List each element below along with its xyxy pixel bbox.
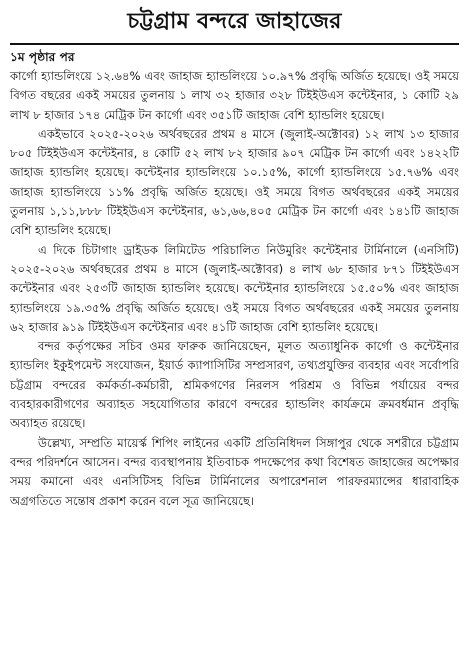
paragraph-first-four-months: একইভাবে ২০২৫-২০২৬ অর্থবছরের প্রথম ৪ মাসে (জুলাই-অক্টোবর) ১২ লাখ ১৩ হাজার ৮০৫ টিইইউএস কন্টেইনার, ৪ কোটি ৫২ লাখ ৮২ হাজার ৯০৭ মেট্রিক টন কার্গো এবং ১৪২২টি জাহাজ হ্যান্ডলিং হয়েছে। কন্টেইনার হ্যান্ডলিংয়ে ১০.১৫%, কার্গো হ্যান্ডলিংয়ে ১৫.৭৬% এবং জাহাজ হ্যান্ডলিংয়ে ১১% প্রবৃদ্ধি অর্জিত হয়েছে। ওই সময়ে বিগত অর্থবছরের একই সময়ের তুলনায় ১,১১,৮৮৮ টিইইউএস কন্টেইনার, ৬১,৬৬,৪০৫ মেট্রিক টন কার্গো এবং ১৪১টি জাহাজ বেশি হ্যান্ডলিং হয়েছে। <box>10 126 459 238</box>
paragraph-nct-terminal: এ দিকে চিটাগাং ড্রাইডক লিমিটেড পরিচালিত নিউমুরিং কন্টেইনার টার্মিনালে (এনসিটি) ২০২৫-২০২৬ অর্থবছরের প্রথম ৪ মাসে (জুলাই-অক্টোবর) ৪ লাখ ৬৮ হাজার ৮৭১ টিইইউএস কন্টেইনার এবং ২৫৩টি জাহাজ হ্যান্ডলিং হয়েছে। কন্টেইনার হ্যান্ডলিংয়ে ১৫.৫০% এবং জাহাজ হ্যান্ডলিংয়ে ১৯.৩৫% প্রবৃদ্ধি অর্জিত হয়েছে। ওই সময়ে বিগত অর্থবছরের একই সময়ের তুলনায় ৬২ হাজার ৯১৯ টিইইউএস কন্টেইনার এবং ৪১টি জাহাজ বেশি হ্যান্ডলিং হয়েছে। <box>10 242 459 334</box>
paragraph-secretary-statement: বন্দর কর্তৃপক্ষের সচিব ওমর ফারুক জানিয়েছেন, মূলত অত্যাধুনিক কার্গো ও কন্টেইনার হ্যান্ডলিং ইকুইপমেন্ট সংযোজন, ইয়ার্ড ক্যাপাসিটির সম্প্রসারণ, তথ্যপ্রযুক্তির ব্যবহার এবং সর্বোপরি চট্টগ্রাম বন্দরের কর্মকর্তা-কর্মচারী, শ্রমিকগণের নিরলস পরিশ্রম ও বিভিন্ন পর্যায়ের বন্দর ব্যবহারকারীগণের অব্যাহত সহযোগিতার কারণে বন্দরের হ্যান্ডলিং কার্যক্রমে ক্রমবর্ধমান প্রবৃদ্ধি অব্যাহত রয়েছে। <box>10 339 459 431</box>
headline: চট্টগ্রাম বন্দরে জাহাজের <box>10 4 459 45</box>
article-body <box>10 67 459 511</box>
paragraph-cargo-growth: কার্গো হ্যান্ডলিংয়ে ১২.৬৪% এবং জাহাজ হ্যান্ডলিংয়ে ১০.৯৭% প্রবৃদ্ধি অর্জিত হয়েছে। ওই সময়ে বিগত বছরের একই সময়ের তুলনায় ১ লাখ ৩২ হাজার ৩২৮ টিইইউএস কন্টেইনার, ১ কোটি ২৯ লাখ ৮ হাজার ১৭৪ মেট্রিক টন কার্গো এবং ৩৫১টি জাহাজ বেশি হ্যান্ডলিং হয়েছে। <box>10 69 459 122</box>
continued-from-page-label: ১ম পৃষ্ঠার পর <box>10 50 75 64</box>
paragraph-maersk-visit: উল্লেখ্য, সম্প্রতি মায়ের্স্ক শিপিং লাইনের একটি প্রতিনিধিদল সিঙ্গাপুর থেকে সশরীরে চট্টগ্রাম বন্দর পরিদর্শনে আসেন। বন্দর ব্যবস্থাপনায় ইতিবাচক পদক্ষেপের কথা বিশেষত জাহাজের অপেক্ষার সময় কমানো এবং এনসিটিসহ বিভিন্ন টার্মিনালের অপারেশনাল পারফরম্যান্সের ধারাবাহিক অগ্রগতিতে সন্তোষ প্রকাশ করেন বলে সূত্র জানিয়েছে। <box>10 435 459 508</box>
